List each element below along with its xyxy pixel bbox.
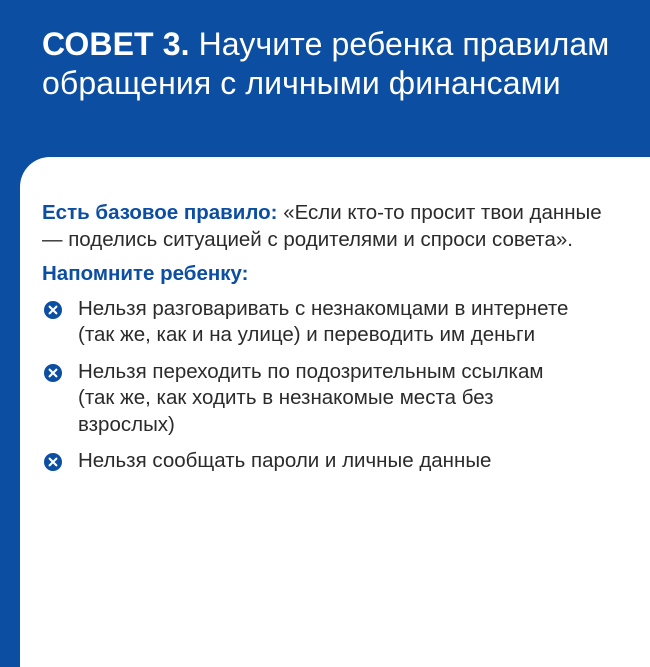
remind-heading: Напомните ребенку: — [42, 262, 249, 285]
rules-list — [42, 296, 612, 475]
x-circle-icon — [44, 301, 62, 319]
list-item — [42, 296, 583, 349]
list-item — [42, 448, 583, 475]
list-item-text: Нельзя разговаривать с незнакомцами в интернете (так же, как и на улице) и переводить им деньги — [78, 296, 569, 346]
basic-rule-text: «Если кто-то просит твои данные — поделись ситуацией с родителями и спроси совета». — [42, 201, 602, 251]
x-circle-icon — [44, 453, 62, 471]
page-title — [42, 25, 622, 103]
list-item — [42, 359, 583, 439]
basic-rule-paragraph — [42, 200, 612, 253]
card-content — [42, 200, 612, 485]
list-item-text: Нельзя переходить по подозрительным ссылкам (так же, как ходить в незнакомые места без взрослых) — [78, 359, 544, 436]
x-circle-icon — [44, 364, 62, 382]
tip-number-label: СОВЕТ 3. — [42, 26, 190, 62]
basic-rule-label: Есть базовое правило: — [42, 201, 278, 224]
list-item-text: Нельзя сообщать пароли и личные данные — [78, 449, 492, 472]
tip-title-text: Научите ребенка правилам обращения с личными финансами — [42, 26, 610, 101]
